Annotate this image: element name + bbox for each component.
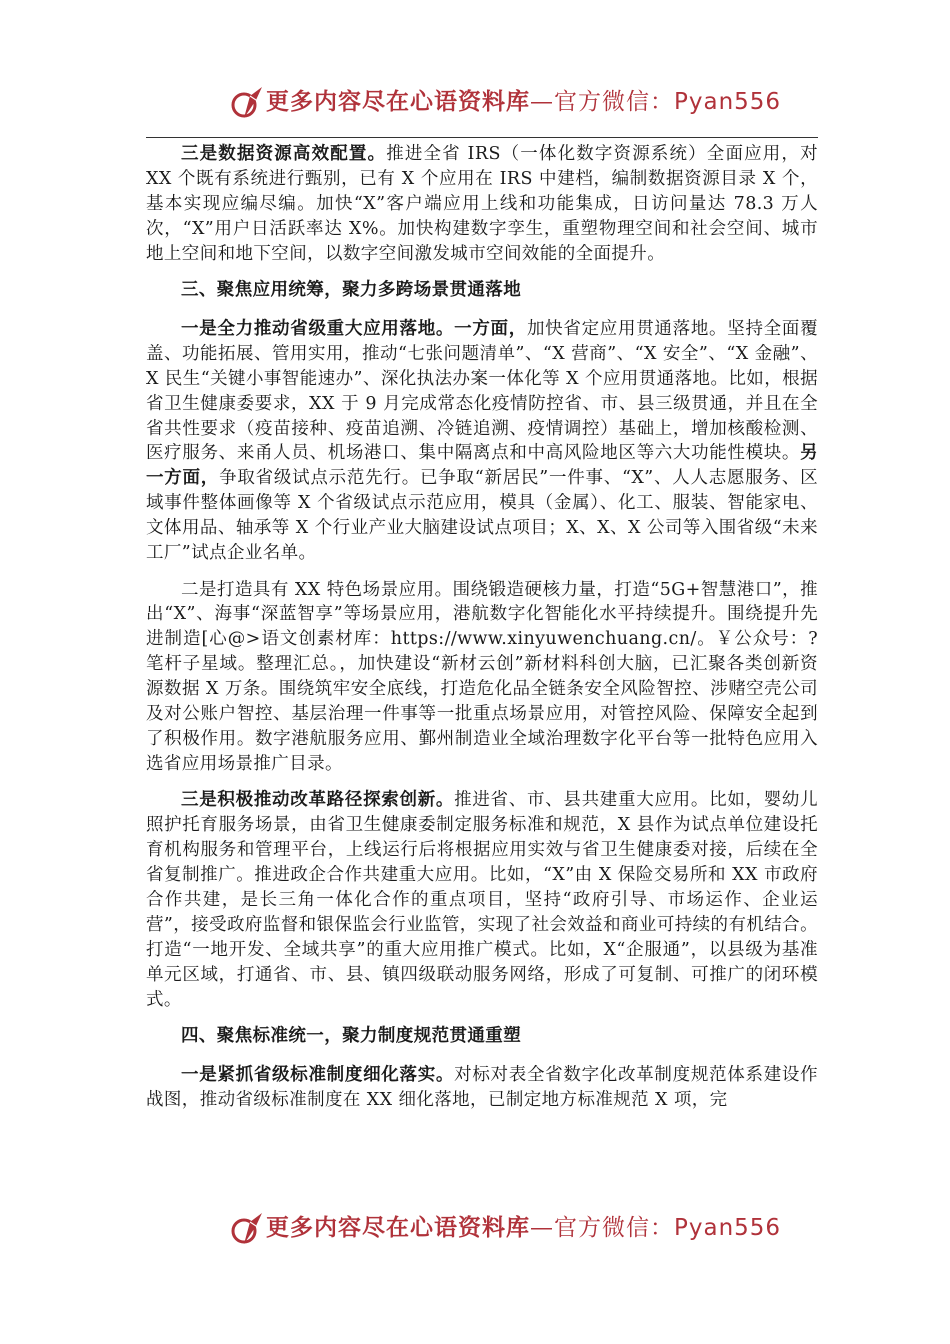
paragraph: 一是紧抓省级标准制度细化落实。对标对表全省数字化改革制度规范体系建设作战图，推动省级标准制度在 XX 细化落地，已制定地方标准规范 X 项，完: [146, 1064, 819, 1110]
watermark-text: 更多内容尽在心语资料库—官方微信：Pyan556: [266, 88, 782, 115]
watermark-text: 更多内容尽在心语资料库—官方微信：Pyan556: [266, 1214, 782, 1241]
paragraph: 三是积极推动改革路径探索创新。推进省、市、县共建重大应用。比如，婴幼儿照护托育服务场景，由省卫生健康委制定服务标准和规范，X 县作为试点单位建设托育机构服务和管理平台，上线运行后将根据应用实效与省卫生健康委对接，后续在全省复制推广。推进政企合作共建重大应用。比如，“X”由 X 保险交易所和 XX 市政府合作共建，是长三角一体化合作的重点项目，坚持“政府引导、市场运作、企业运营”，接受政府监督和银保监会行业监管，实现了社会效益和商业可持续的有机结合。打造“一地开发、全域共享”的重大应用推广模式。比如，X“企服通”，以县级为基准单元区域，打通省、市、县、镇四级联动服务网络，形成了可复制、可推广的闭环模式。: [146, 790, 819, 1010]
quill-pen-icon: [228, 1210, 266, 1248]
document-body: [146, 142, 818, 1124]
quill-pen-icon: [228, 84, 266, 122]
paragraph: 二是打造具有 XX 特色场景应用。围绕锻造硬核力量，打造“5G+智慧港口”，推出“X”、海事“深蓝智享”等场景应用，港航数字化智能化水平持续提升。围绕提升先进制造[心@>语文创素材库：https://www.xinyuwenchuang.cn/。￥公众号：?笔杆子星域。整理汇总。，加快建设“新材云创”新材料科创大脑，已汇聚各类创新资源数据 X 万条。围绕筑牢安全底线，打造危化品全链条安全风险智控、涉赌空壳公司及对公账户智控、基层治理一件事等一批重点场景应用，对管控风险、保障安全起到了积极作用。数字港航服务应用、鄞州制造业全域治理数字化平台等一批特色应用入选省应用场景推广目录。: [146, 579, 818, 774]
watermark-banner-bottom: [0, 1204, 950, 1254]
paragraph: 三是数据资源高效配置。推进全省 IRS（一体化数字资源系统）全面应用，对 XX 个既有系统进行甄别，已有 X 个应用在 IRS 中建档，编制数据资源目录 X 个，基本实现应编尽编。加快“X”客户端应用上线和功能集成，日访问量达 78.3 万人次，“X”用户日活跃率达 X%。加快构建数字孪生，重塑物理空间和社会空间、城市地上空间和地下空间，以数字空间激发城市空间效能的全面提升。: [146, 144, 818, 264]
section-heading: 四、聚焦标准统一，聚力制度规范贯通重塑: [181, 1025, 522, 1046]
header-divider: [146, 137, 818, 138]
watermark-banner-top: [0, 78, 950, 128]
paragraph: 一是全力推动省级重大应用落地。一方面，加快省定应用贯通落地。坚持全面覆盖、功能拓展、管用实用，推动“七张问题清单”、“X 营商”、“X 安全”、“X 金融”、X 民生“关键小事智能速办”、深化执法办案一体化等 X 个应用贯通落地。比如，根据省卫生健康委要求，XX 于 9 月完成常态化疫情防控省、市、县三级贯通，并且在全省共性要求（疫苗接种、疫苗追溯、冷链追溯、疫情调控）基础上，增加核酸检测、医疗服务、来甬人员、机场港口、集中隔离点和中高风险地区等六大功能性模块。另一方面，争取省级试点示范先行。已争取“新居民”一件事、“X”、人人志愿服务、区域事件整体画像等 X 个省级试点示范应用，模具（金属）、化工、服装、智能家电、文体用品、轴承等 X 个行业产业大脑建设试点项目；X、X、X 公司等入围省级“未来工厂”试点企业名单。: [146, 318, 818, 564]
section-heading: 三、聚焦应用统筹，聚力多跨场景贯通落地: [181, 280, 522, 301]
